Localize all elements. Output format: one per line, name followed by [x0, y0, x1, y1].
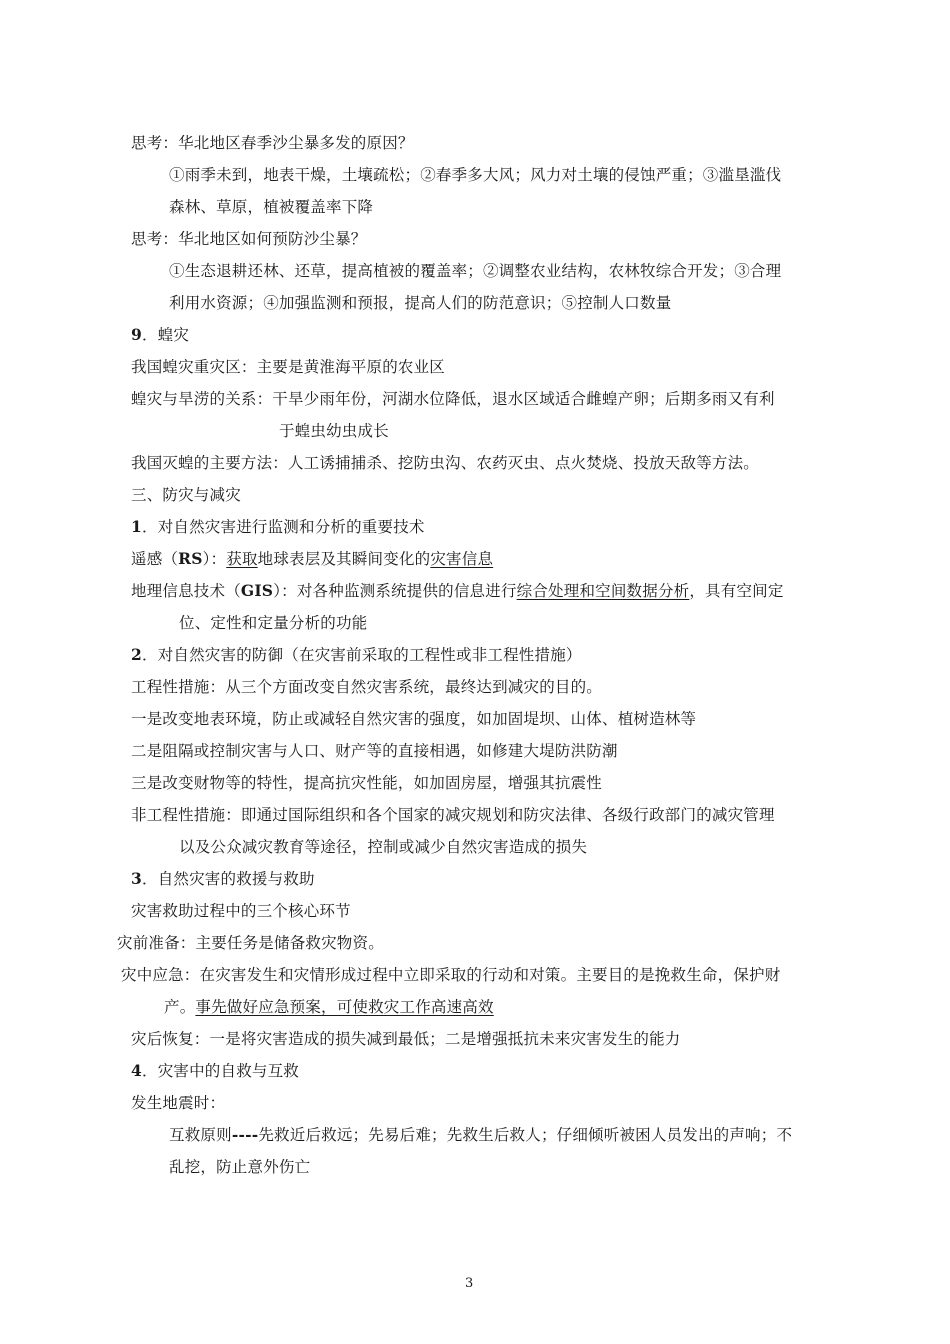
rs-line — [131, 549, 493, 569]
p2-number: 2 — [131, 645, 142, 664]
gis-mid: ）：对各种监测系统提供的信息进行 — [273, 582, 517, 600]
engineering-item-3: 三是改变财物等的特性，提高抗灾性能，如加固房屋，增强其抗震性 — [131, 774, 603, 792]
section3-title: 三、防灾与减灾 — [131, 486, 241, 504]
section3-p3-heading — [131, 869, 315, 889]
locust-relation-line1: 蝗灾与旱涝的关系：干旱少雨年份，河湖水位降低，退水区域适合雌蝗产卵；后期多雨又有利 — [131, 390, 775, 408]
earthquake-label: 发生地震时： — [131, 1094, 226, 1112]
rs-underline-1: 获取 — [226, 550, 258, 568]
think2-answer-line1: ①生态退耕还林、还草，提高植被的覆盖率；②调整农业结构，农林牧综合开发；③合理 — [169, 262, 782, 280]
gis-line1 — [131, 581, 784, 601]
think1-answer-line2: 森林、草原，植被覆盖率下降 — [169, 198, 374, 216]
locust-relation-line2: 于蝗虫幼虫成长 — [279, 422, 389, 440]
rs-prefix: 遥感（ — [131, 550, 179, 568]
section3-p1-heading — [131, 517, 425, 537]
p3-title: ．自然灾害的救援与救助 — [142, 870, 315, 888]
engineering-item-2: 二是阻隔或控制灾害与人口、财产等的直接相遇，如修建大堤防洪防潮 — [131, 742, 618, 760]
gis-prefix: 地理信息技术（ — [131, 582, 241, 600]
gis-underline: 综合处理和空间数据分析 — [516, 582, 690, 600]
non-engineering-line2: 以及公众减灾教育等途径，控制或减少自然灾害造成的损失 — [179, 838, 588, 856]
rs-abbr: RS — [178, 549, 203, 568]
mutual-aid-line2: 乱挖，防止意外伤亡 — [169, 1158, 311, 1176]
mutual-aid-rest: 先救近后救远；先易后难；先救生后救人；仔细倾听被困人员发出的声响；不 — [258, 1126, 793, 1144]
during-line2-underline: 事先做好应急预案，可使救灾工作高速高效 — [195, 998, 494, 1016]
p2-title: ．对自然灾害的防御（在灾害前采取的工程性或非工程性措施） — [142, 646, 582, 664]
p1-title: ．对自然灾害进行监测和分析的重要技术 — [142, 518, 425, 536]
locust-heading-title: ．蝗灾 — [142, 326, 190, 344]
section3-p4-heading — [131, 1061, 299, 1081]
p4-number: 4 — [131, 1061, 142, 1080]
mutual-aid-line1 — [169, 1125, 792, 1145]
rs-mid: ）： — [202, 550, 227, 568]
p3-number: 3 — [131, 869, 142, 888]
rs-underline-2: 灾害信息 — [430, 550, 494, 568]
think1-question: 思考：华北地区春季沙尘暴多发的原因？ — [131, 134, 414, 152]
think2-answer-line2: 利用水资源；④加强监测和预报，提高人们的防范意识；⑤控制人口数量 — [169, 294, 672, 312]
section3-p2-heading — [131, 645, 582, 665]
think2-question: 思考：华北地区如何预防沙尘暴？ — [131, 230, 367, 248]
during-disaster-line1: 灾中应急：在灾害发生和灾情形成过程中立即采取的行动和对策。主要目的是挽救生命，保护财 — [121, 966, 781, 984]
non-engineering-line1: 非工程性措施：即通过国际组织和各个国家的减灾规划和防灾法律、各级行政部门的减灾管理 — [131, 806, 775, 824]
locust-region: 我国蝗灾重灾区：主要是黄淮海平原的农业区 — [131, 358, 446, 376]
locust-heading-number: 9 — [131, 325, 142, 344]
p1-number: 1 — [131, 517, 142, 536]
during-disaster-line2 — [164, 997, 494, 1017]
mutual-aid-pre: 互救原则 — [169, 1126, 232, 1144]
p4-title: ．灾害中的自救与互救 — [142, 1062, 300, 1080]
engineering-measures: 工程性措施：从三个方面改变自然灾害系统，最终达到减灾的目的。 — [131, 678, 603, 696]
locust-methods: 我国灭蝗的主要方法：人工诱捕捕杀、挖防虫沟、农药灭虫、点火焚烧、投放天敌等方法。 — [131, 454, 760, 472]
mutual-aid-dash: ---- — [231, 1125, 259, 1144]
after-disaster: 灾后恢复：一是将灾害造成的损失减到最低；二是增强抵抗未来灾害发生的能力 — [131, 1030, 681, 1048]
locust-heading — [131, 325, 189, 345]
gis-abbr: GIS — [240, 581, 274, 600]
during-line2-pre: 产。 — [164, 998, 196, 1016]
before-disaster: 灾前准备：主要任务是储备救灾物资。 — [117, 934, 384, 952]
rescue-core: 灾害救助过程中的三个核心环节 — [131, 902, 351, 920]
gis-line2: 位、定性和定量分析的功能 — [179, 614, 368, 632]
page-number: 3 — [465, 1276, 474, 1291]
think1-answer-line1: ①雨季未到，地表干燥，土壤疏松；②春季多大风；风力对土壤的侵蚀严重；③滥垦滥伐 — [169, 166, 782, 184]
engineering-item-1: 一是改变地表环境，防止或减轻自然灾害的强度，如加固堤坝、山体、植树造林等 — [131, 710, 697, 728]
rs-mid2: 地球表层及其瞬间变化的 — [257, 550, 431, 568]
gis-end: ，具有空间定 — [689, 582, 784, 600]
